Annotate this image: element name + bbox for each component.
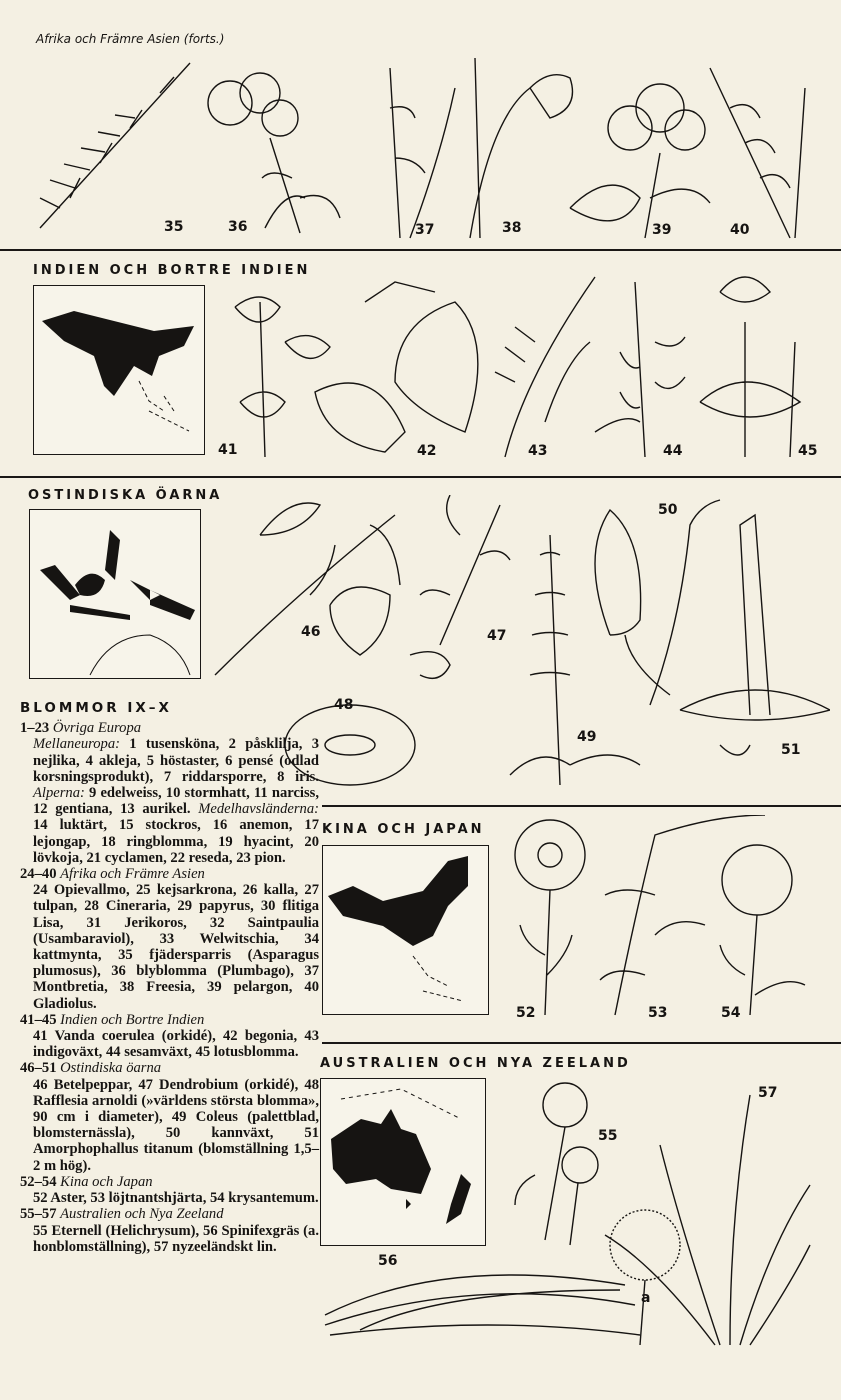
figure-number-39: 39 [652, 222, 672, 238]
figure-number-38: 38 [502, 220, 522, 236]
section-title-indien: INDIEN OCH BORTRE INDIEN [33, 263, 311, 278]
legend-entry-afrika: 24–40 Afrika och Främre Asien 24 Opievallmo, 25 kejsarkrona, 26 kalla, 27 tulpan, 28 Cineraria, 29 papyrus, 30 flitiga Lisa, 31 Jerikoros, 32 Saintpaulia (Usambaraviol), 33 Welwitschia, 34 kattmynta, 35 fjädersparris (Asparagus plumosus), 36 blyblomma (Plumbago), 37 Montbretia, 38 Freesia, 39 pelargon, 40 Gladiolus. [20, 866, 319, 1012]
figure-number-42: 42 [417, 443, 437, 459]
figure-number-37: 37 [415, 222, 435, 238]
running-head: Afrika och Främre Asien (forts.) [36, 32, 225, 46]
divider [322, 1042, 841, 1044]
figure-number-52: 52 [516, 1005, 536, 1021]
divider [0, 476, 841, 478]
figure-number-41: 41 [218, 442, 238, 458]
divider [322, 805, 841, 807]
figure-number-35: 35 [164, 219, 184, 235]
figure-number-36: 36 [228, 219, 248, 235]
map-china-japan [322, 845, 489, 1015]
illustration-row-africa [30, 48, 820, 243]
legend-entry-australien: 55–57 Australien och Nya Zeeland 55 Eternell (Helichrysum), 56 Spinifexgräs (a. honblomställning), 57 nyzeeländskt lin. [20, 1206, 319, 1255]
figure-number-56: 56 [378, 1253, 398, 1269]
illustration-row-india [215, 262, 818, 462]
legend-entry-indien: 41–45 Indien och Bortre Indien 41 Vanda coerulea (orkidé), 42 begonia, 43 indigoväxt, 44 sesamväxt, 45 lotusblomma. [20, 1011, 319, 1061]
figure-number-46: 46 [301, 624, 321, 640]
figure-number-40: 40 [730, 222, 750, 238]
section-title-ostindiska: OSTINDISKA ÖARNA [28, 488, 223, 503]
figure-number-48: 48 [334, 697, 354, 713]
figure-number-49: 49 [577, 729, 597, 745]
figure-number-43: 43 [528, 443, 548, 459]
legend-title: BLOMMOR IX–X [20, 700, 172, 716]
section-title-kina: KINA OCH JAPAN [322, 822, 485, 837]
figure-number-54: 54 [721, 1005, 741, 1021]
legend [20, 700, 319, 1255]
illustration-row-china [505, 815, 815, 1020]
section-title-australien: AUSTRALIEN OCH NYA ZEELAND [320, 1056, 631, 1071]
legend-entry-kina: 52–54 Kina och Japan 52 Aster, 53 löjtnantshjärta, 54 krysantemum. [20, 1173, 319, 1207]
figure-number-44: 44 [663, 443, 683, 459]
figure-number-50: 50 [658, 502, 678, 518]
figure-number-45: 45 [798, 443, 818, 459]
figure-label-a: a [641, 1290, 651, 1306]
figure-number-57: 57 [758, 1085, 778, 1101]
legend-entry-ostindiska: 46–51 Ostindiska öarna 46 Betelpeppar, 47 Dendrobium (orkidé), 48 Rafflesia arnoldi (»världens största blomma», 90 cm i diameter), 49 Coleus (palettblad, blomsternässla), 50 kannväxt, 51 Amorphophallus titanum (blomställning 1,5–2 m hög). [20, 1060, 319, 1174]
divider [0, 249, 841, 251]
illustration-row-australia [320, 1075, 820, 1350]
figure-number-47: 47 [487, 628, 507, 644]
figure-number-51: 51 [781, 742, 801, 758]
figure-number-53: 53 [648, 1005, 668, 1021]
map-india [33, 285, 205, 455]
legend-entry-europa: 1–23 Övriga Europa Mellaneuropa: 1 tusensköna, 2 påsklilja, 3 nejlika, 4 akleja, 5 höstaster, 6 pensé (odlad korsningsprodukt), 7 riddarsporre, 8 iris. Alperna: 9 edelweiss, 10 stormhatt, 11 narciss, 12 gentiana, 13 aurikel. Medelhavsländerna: 14 luktärt, 15 stockros, 16 anemon, 17 lejongap, 18 ringblomma, 19 hyacint, 20 lövkoja, 21 cyclamen, 22 reseda, 23 pion. [20, 720, 319, 866]
figure-number-55: 55 [598, 1128, 618, 1144]
map-east-indies [29, 509, 201, 679]
